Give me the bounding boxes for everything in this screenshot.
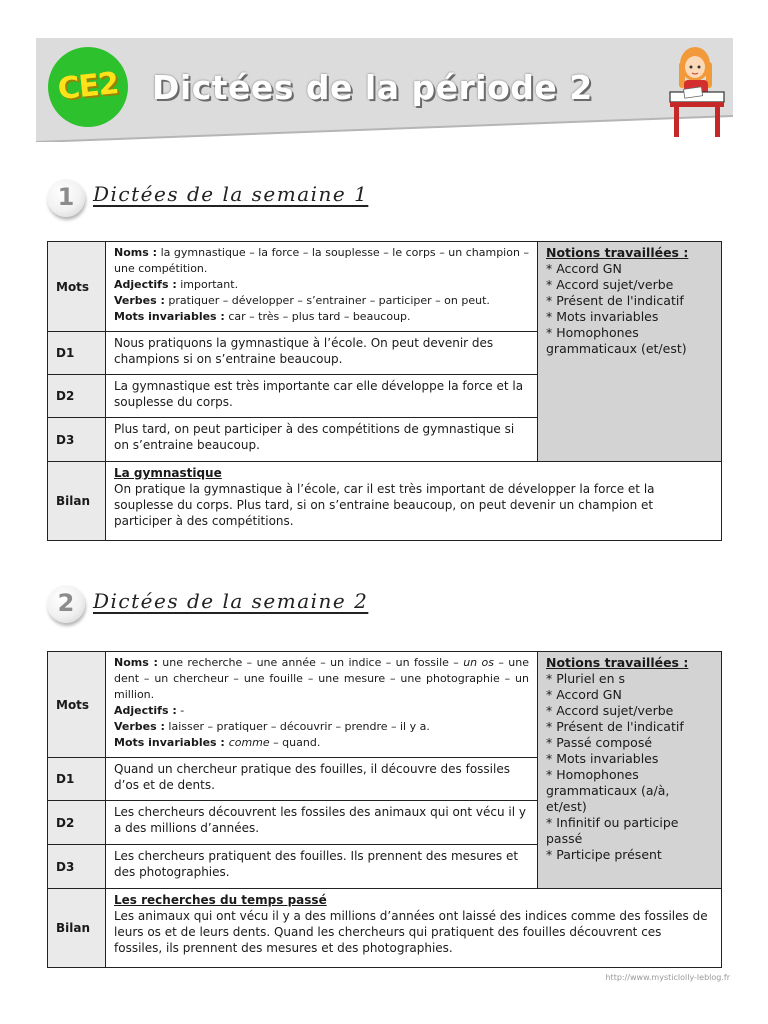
notion-item: * Homophones grammaticaux (et/est) xyxy=(546,325,687,356)
row-label-d1: D1 xyxy=(48,332,106,375)
student-illustration xyxy=(662,40,732,140)
notions-cell xyxy=(538,652,722,889)
row-label-d2: D2 xyxy=(48,375,106,418)
dictation-d3-text: Plus tard, on peut participer à des compétitions de gymnastique si on s’entraine beaucoup. xyxy=(106,418,538,462)
level-badge xyxy=(48,47,128,127)
section-2-number-circle xyxy=(47,585,85,623)
invariables-label: Mots invariables : xyxy=(114,310,225,323)
notion-item: * Présent de l'indicatif xyxy=(546,293,684,308)
adjectifs-list: important. xyxy=(176,278,239,291)
table-row-bilan xyxy=(48,889,722,968)
row-label-d2: D2 xyxy=(48,801,106,845)
table-row-mots xyxy=(48,652,722,758)
bilan-title: Les recherches du temps passé xyxy=(114,893,327,907)
row-label-d1: D1 xyxy=(48,758,106,801)
adjectifs-label: Adjectifs : xyxy=(114,278,177,291)
table-row-mots xyxy=(48,242,722,332)
notion-item: * Accord GN xyxy=(546,687,622,702)
notion-item: * Mots invariables xyxy=(546,751,659,766)
page-title: Dictées de la période 2 xyxy=(152,68,593,107)
invariables-list: car – très – plus tard – beaucoup. xyxy=(224,310,411,323)
notion-item: * Participe présent xyxy=(546,847,662,862)
adjectifs-label: Adjectifs : xyxy=(114,704,177,717)
row-label-d3: D3 xyxy=(48,418,106,462)
dictation-d2-text: Les chercheurs découvrent les fossiles des animaux qui ont vécu il y a des millions d’années. xyxy=(106,801,538,845)
section-2-title: Dictées de la semaine 2 xyxy=(93,589,369,613)
noms-italic: un os xyxy=(463,656,494,669)
noms-list: une recherche – une année – un indice – un fossile – xyxy=(157,656,464,669)
section-1-number-circle xyxy=(47,179,85,217)
notion-item: * Accord GN xyxy=(546,261,622,276)
invariables-label: Mots invariables : xyxy=(114,736,225,749)
dictation-table-week-1 xyxy=(47,241,722,541)
section-1-number: 1 xyxy=(57,183,75,211)
bilan-cell xyxy=(106,889,722,968)
notion-item: * Accord sujet/verbe xyxy=(546,703,674,718)
verbes-list: laisser – pratiquer – découvrir – prendre – il y a. xyxy=(164,720,430,733)
notions-cell xyxy=(538,242,722,462)
level-badge-text: CE2 xyxy=(56,65,120,108)
verbes-label: Verbes : xyxy=(114,294,165,307)
notions-title: Notions travaillées : xyxy=(546,655,689,670)
bilan-title: La gymnastique xyxy=(114,466,222,480)
noms-label: Noms : xyxy=(114,656,158,669)
noms-label: Noms : xyxy=(114,246,158,259)
section-2-number: 2 xyxy=(57,589,75,617)
mots-cell xyxy=(106,242,538,332)
notions-title: Notions travaillées : xyxy=(546,245,689,260)
row-label-bilan: Bilan xyxy=(48,889,106,968)
table-row-bilan xyxy=(48,462,722,541)
noms-list: la gymnastique – la force – la souplesse – le corps – un champion – une compétition. xyxy=(114,246,529,275)
dictation-d1-text: Quand un chercheur pratique des fouilles, il découvre des fossiles d’os et de dents. xyxy=(106,758,538,801)
notion-item: * Accord sujet/verbe xyxy=(546,277,674,292)
section-1-title: Dictées de la semaine 1 xyxy=(93,182,369,206)
notion-item: * Homophones grammaticaux (a/à, et/est) xyxy=(546,767,670,814)
dictation-d1-text: Nous pratiquons la gymnastique à l’école. On peut devenir des champions si on s’entraine beaucoup. xyxy=(106,332,538,375)
verbes-list: pratiquer – développer – s’entrainer – participer – on peut. xyxy=(164,294,490,307)
dictation-d3-text: Les chercheurs pratiquent des fouilles. Ils prennent des mesures et des photographies. xyxy=(106,845,538,889)
verbes-label: Verbes : xyxy=(114,720,165,733)
notion-item: * Pluriel en s xyxy=(546,671,626,686)
notion-item: * Mots invariables xyxy=(546,309,659,324)
row-label-bilan: Bilan xyxy=(48,462,106,541)
invariables-list: – quand. xyxy=(269,736,321,749)
noms-list-end: – une dent – un chercheur – une fouille – une mesure – une photographie – un million. xyxy=(114,656,529,701)
notion-item: * Passé composé xyxy=(546,735,653,750)
bilan-text: On pratique la gymnastique à l’école, car il est très important de développer la force et la souplesse du corps. Plus tard, si on s’entraine beaucoup, on peut devenir un champion et participer à des compétitions. xyxy=(114,482,655,528)
row-label-mots: Mots xyxy=(48,242,106,332)
row-label-d3: D3 xyxy=(48,845,106,889)
dictation-d2-text: La gymnastique est très importante car elle développe la force et la souplesse du corps. xyxy=(106,375,538,418)
notion-item: * Infinitif ou participe passé xyxy=(546,815,679,846)
bilan-text: Les animaux qui ont vécu il y a des millions d’années ont laissé des indices comme des fossiles de leurs os et de leurs dents. Quand les chercheurs qui pratiquent des fouilles découvrent ces fossiles, ils prennent des mesures et des photographies. xyxy=(114,909,708,955)
dictation-table-week-2 xyxy=(47,651,722,968)
bilan-cell xyxy=(106,462,722,541)
invariables-italic: comme xyxy=(228,736,270,749)
footer-url: http://www.mysticlolly-leblog.fr xyxy=(605,973,730,982)
mots-cell xyxy=(106,652,538,758)
adjectifs-list: - xyxy=(176,704,185,717)
row-label-mots: Mots xyxy=(48,652,106,758)
notion-item: * Présent de l'indicatif xyxy=(546,719,684,734)
